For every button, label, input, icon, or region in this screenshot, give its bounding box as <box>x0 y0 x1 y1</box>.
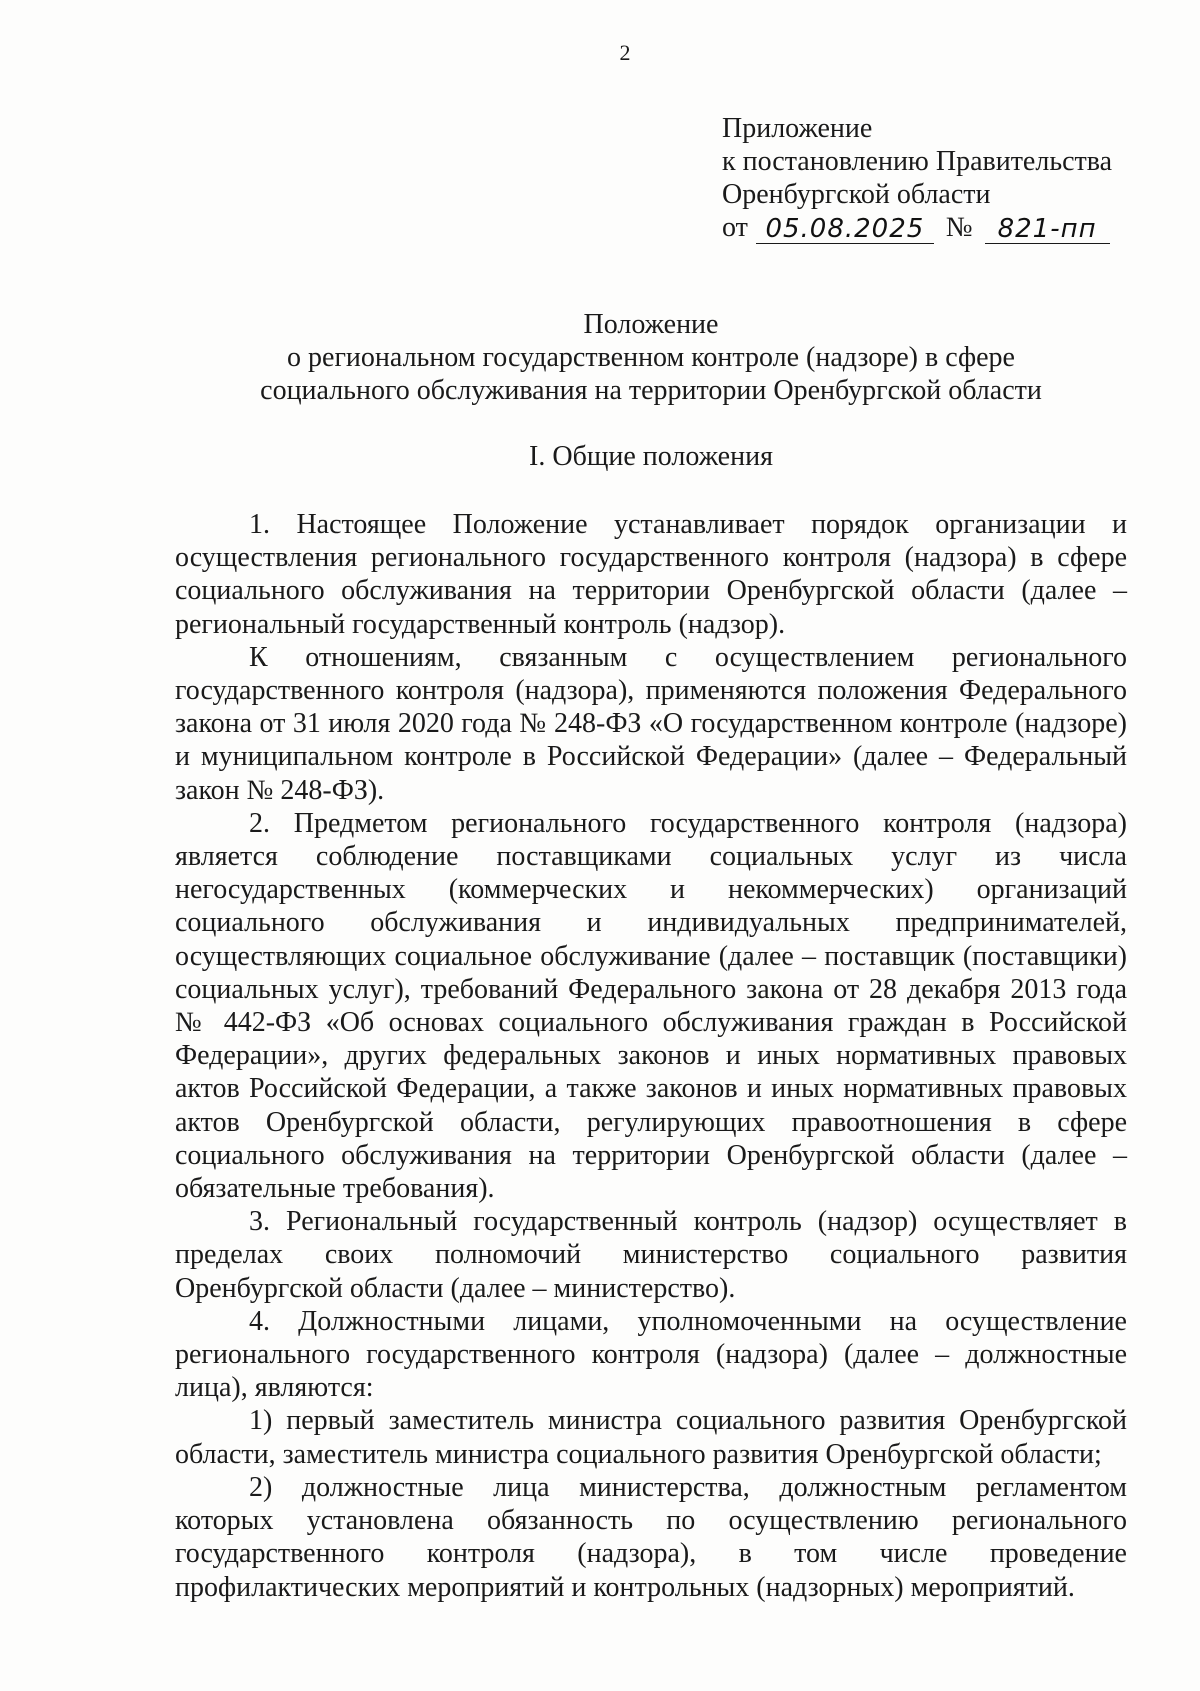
body-line: государственного контроля (надзора), в том числе проведение <box>175 1538 1127 1570</box>
body-line: профилактических мероприятий и контрольных (надзорных) мероприятий. <box>175 1571 1075 1603</box>
body-line: обязательные требования). <box>175 1173 495 1205</box>
body-line: регионального государственного контроля (надзора) (далее – должностные <box>175 1339 1127 1371</box>
body-line: Оренбургской области (далее – министерство). <box>175 1272 736 1304</box>
body-line: лица), являются: <box>175 1372 374 1404</box>
body-line: области, заместитель министра социального развития Оренбургской области; <box>175 1438 1102 1470</box>
handwritten-number: 821-пп <box>985 215 1110 244</box>
body-line: государственного контроля (надзора), применяются положения Федерального <box>175 675 1127 707</box>
body-line: и муниципальном контроле в Российской Федерации» (далее – Федеральный <box>175 741 1127 773</box>
from-label: от <box>722 212 748 243</box>
body-line: 1. Настоящее Положение устанавливает порядок организации и <box>249 509 1127 540</box>
body-line: 4. Должностными лицами, уполномоченными на осуществление <box>249 1305 1127 1337</box>
body-line: 2) должностные лица министерства, должностным регламентом <box>249 1471 1127 1503</box>
page-number: 2 <box>619 40 631 65</box>
body-line: негосударственных (коммерческих и некоммерческих) организаций <box>175 874 1127 906</box>
title-line-2: о региональном государственном контроле (надзоре) в сфере <box>287 342 1015 373</box>
body-line: 1) первый заместитель министра социального развития Оренбургской <box>249 1405 1127 1437</box>
section-heading: I. Общие положения <box>529 441 773 472</box>
body-line: является соблюдение поставщиками социальных услуг из числа <box>175 841 1127 873</box>
body-line: 3. Региональный государственный контроль (надзор) осуществляет в <box>249 1206 1127 1238</box>
title-line-1: Положение <box>583 309 719 340</box>
body-line: региональный государственный контроль (надзор). <box>175 608 786 640</box>
body-line: которых установлена обязанность по осуществлению регионального <box>175 1505 1127 1537</box>
body-line: закон № 248-ФЗ). <box>175 774 385 806</box>
annex-title: Приложение <box>722 113 873 144</box>
body-line: К отношениям, связанным с осуществлением регионального <box>249 641 1127 673</box>
annex-region-line: Оренбургской области <box>722 179 991 210</box>
body-line: Федерации», других федеральных законов и иных нормативных правовых <box>175 1040 1127 1072</box>
document-title <box>175 308 1127 407</box>
body-line: 2. Предметом регионального государственного контроля (надзора) <box>249 807 1127 839</box>
handwritten-date: 05.08.2025 <box>756 215 934 244</box>
body-line: осуществляющих социальное обслуживание (далее – поставщик (поставщики) <box>175 940 1127 972</box>
body-line: социального обслуживания и индивидуальных предпринимателей, <box>175 907 1127 939</box>
body-line: социальных услуг), требований Федерального закона от 28 декабря 2013 года <box>175 973 1127 1005</box>
annex-resolution-line: к постановлению Правительства <box>722 146 1113 177</box>
annex-header <box>722 112 1112 244</box>
body-line: пределах своих полномочий министерство социального развития <box>175 1239 1127 1271</box>
body-line: закона от 31 июля 2020 года № 248-ФЗ «О государственном контроле (надзоре) <box>175 708 1127 740</box>
body-line: социального обслуживания на территории Оренбургской области (далее – <box>175 1139 1127 1171</box>
annex-date-number-line <box>722 211 1112 244</box>
body-line: актов Оренбургской области, регулирующих правоотношения в сфере <box>175 1106 1127 1138</box>
body-line: социального обслуживания на территории Оренбургской области (далее – <box>175 575 1127 607</box>
body-line: актов Российской Федерации, а также законов и иных нормативных правовых <box>175 1073 1127 1105</box>
body-line: осуществления регионального государственного контроля (надзора) в сфере <box>175 542 1127 574</box>
title-line-3: социального обслуживания на территории Оренбургской области <box>260 375 1042 406</box>
number-label: № <box>945 212 973 243</box>
body-text <box>175 508 1127 1604</box>
body-line: № 442-ФЗ «Об основах социального обслуживания граждан в Российской <box>175 1007 1127 1039</box>
